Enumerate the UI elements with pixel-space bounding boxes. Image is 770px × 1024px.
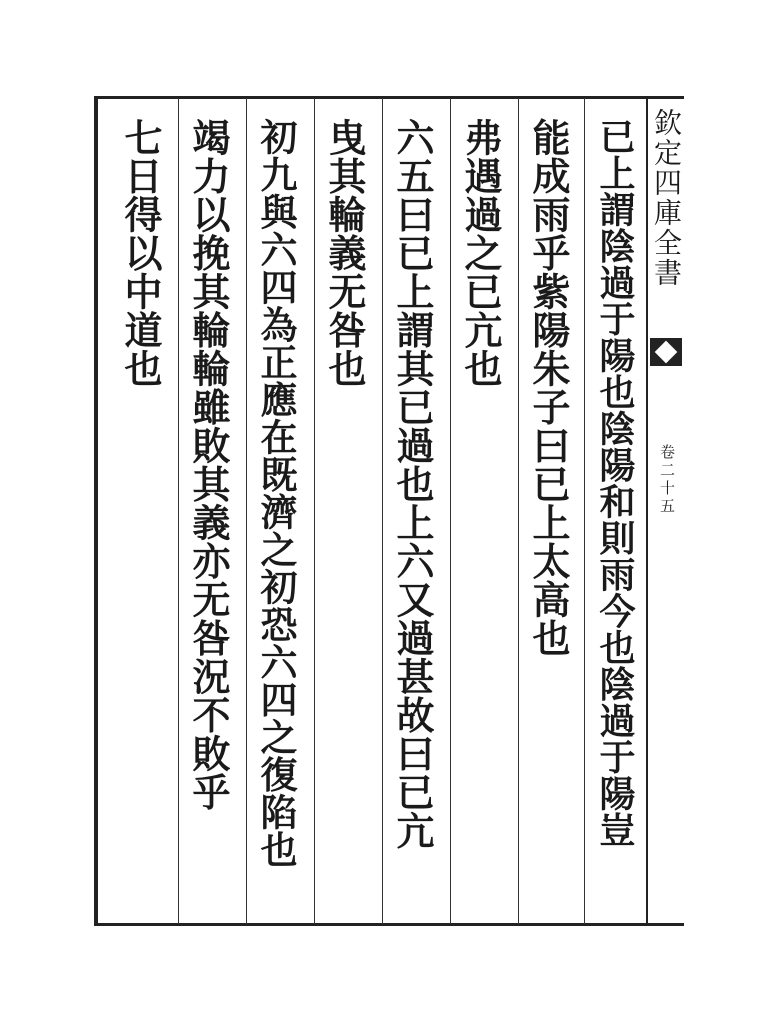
column-rule (246, 98, 247, 924)
column-rule (450, 98, 451, 924)
column-rule (382, 98, 383, 924)
column-rule (518, 98, 519, 924)
book-title: 欽定四庫全書 (650, 108, 683, 288)
text-column-3: 弗遇過之已亢也 (458, 118, 503, 388)
fish-tail-mark (650, 338, 682, 366)
text-column-5: 曳其輪義无咎也 (322, 118, 367, 388)
text-column-7: 竭力以挽其輪輪雖敗其義亦无咎況不敗乎 (186, 118, 231, 811)
text-column-2: 能成雨乎紫陽朱子曰已上太高也 (526, 118, 571, 657)
column-rule (178, 98, 179, 924)
text-column-6: 初九與六四為正應在既濟之初恐六四之復陷也 (254, 118, 298, 868)
volume-label: 卷二十五 (658, 444, 676, 516)
text-column-4: 六五曰已上謂其已過也上六又過甚故曰已亢 (390, 118, 435, 850)
text-column-1: 已上謂陰過于陽也陰陽和則雨今也陰過于陽豈 (594, 118, 636, 848)
column-rule (314, 98, 315, 924)
column-rule (584, 98, 585, 924)
text-column-8: 七日得以中道也 (118, 118, 163, 388)
